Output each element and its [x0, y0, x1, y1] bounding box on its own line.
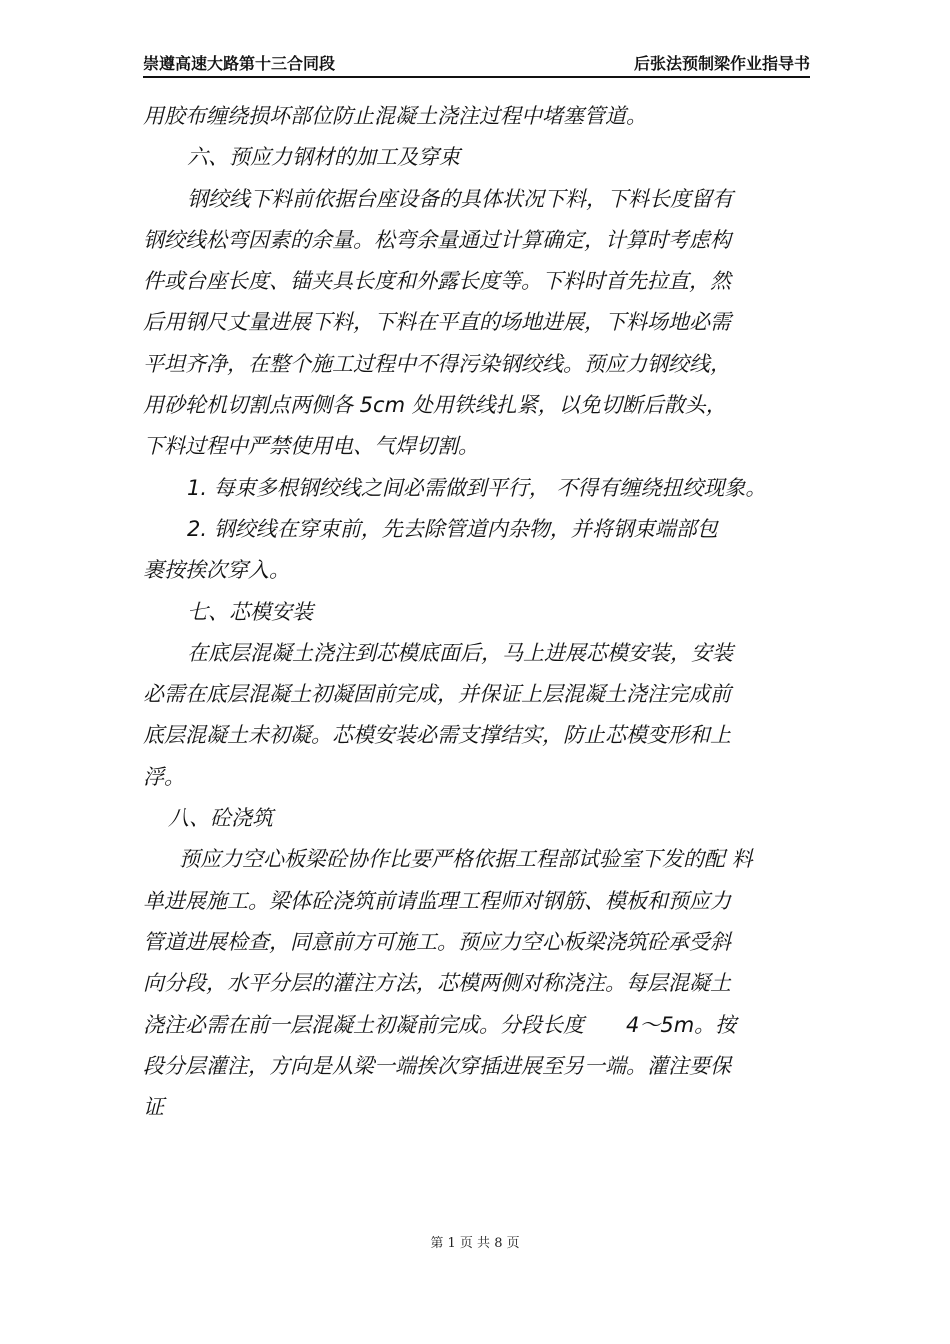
list-item: 1. 每束多根钢绞线之间必需做到平行， 不得有缠绕扭绞现象。 [187, 475, 767, 500]
section-heading: 七、芯模安装 [187, 599, 313, 624]
body-line: 单进展施工。梁体砼浇筑前请监理工程师对钢筋、模板和预应力 [143, 888, 731, 913]
body-line: 浮。 [143, 764, 185, 789]
body-line: 浇注必需在前一层混凝土初凝前完成。分段长度 4～5m。按 [143, 1012, 737, 1037]
section-heading: 八、砼浇筑 [168, 806, 273, 831]
document-body [143, 96, 810, 1128]
body-line: 平坦齐净，在整个施工过程中不得污染钢绞线。预应力钢绞线， [143, 351, 731, 376]
body-line: 管道进展检查，同意前方可施工。预应力空心板梁浇筑砼承受斜 [143, 929, 731, 954]
body-line: 钢绞线下料前依据台座设备的具体状况下料，下料长度留有 [187, 186, 733, 211]
body-line: 裹按挨次穿入。 [143, 558, 290, 583]
page-number-footer: 第 1 页 共 8 页 [430, 1236, 520, 1251]
body-line: 下料过程中严禁使用电、气焊切割。 [143, 434, 479, 459]
body-line: 预应力空心板梁砼协作比要严格依据工程部试验室下发的配 料 [179, 847, 753, 872]
section-heading: 六、预应力钢材的加工及穿束 [187, 145, 460, 170]
body-line: 段分层灌注，方向是从梁一端挨次穿插进展至另一端。灌注要保 [143, 1053, 731, 1078]
body-line: 底层混凝土未初凝。芯模安装必需支撑结实，防止芯模变形和上 [143, 723, 731, 748]
body-line: 用胶布缠绕损坏部位防止混凝土浇注过程中堵塞管道。 [143, 104, 647, 128]
body-line: 证 [143, 1095, 164, 1120]
body-line: 在底层混凝土浇注到芯模底面后，马上进展芯模安装，安装 [187, 640, 733, 665]
page-header [143, 52, 810, 78]
header-document-title: 后张法预制梁作业指导书 [633, 54, 810, 73]
body-line: 件或台座长度、锚夹具长度和外露长度等。下料时首先拉直，然 [143, 269, 731, 294]
body-line: 必需在底层混凝土初凝固前完成，并保证上层混凝土浇注完成前 [143, 682, 731, 707]
body-line: 钢绞线松弯因素的余量。松弯余量通过计算确定，计算时考虑构 [143, 227, 731, 252]
list-item: 2. 钢绞线在穿束前，先去除管道内杂物，并将钢束端部包 [187, 516, 718, 541]
header-project-name: 崇遵高速大路第十三合同段 [143, 54, 336, 73]
body-line: 后用钢尺丈量进展下料，下料在平直的场地进展，下料场地必需 [143, 310, 731, 335]
body-line: 用砂轮机切割点两侧各 5cm 处用铁线扎紧，以免切断后散头， [143, 393, 727, 418]
body-line: 向分段，水平分层的灌注方法，芯模两侧对称浇注。每层混凝土 [143, 971, 731, 996]
